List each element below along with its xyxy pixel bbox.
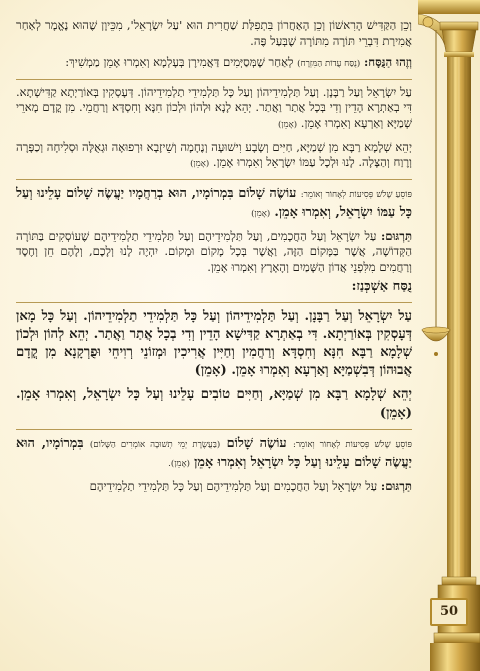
page-number: 50	[430, 598, 468, 626]
nusach-ashkenaz-heading: נֻסַּח אַשְׁכְּנַז:	[351, 278, 412, 294]
ashkenaz-oseh-lead: פּוֹסֵעַ שָׁלֹשׁ פְּסִיעוֹת לְאָחוֹר וְאוֹמֵר:	[292, 439, 412, 450]
translation	[16, 229, 412, 276]
ashkenaz-oseh-text2: בִּמְרוֹמָיו, הוּא יַעֲשֶׂה שָׁלוֹם עָלֵינוּ וְעַל כָּל יִשְׂרָאֵל וְאִמְרוּ אָמֵן	[16, 435, 412, 470]
ashkenaz-al-israel: עַל יִשְׂרָאֵל וְעַל רַבָּנָן. וְעַל תַּלְמִידֵיהוֹן וְעַל כָּל תַּלְמִידֵי תַלְמִידֵיהוֹן. וְעַל כָּל מָאן דְּעָסְקִין בְּאוֹרַיְתָא. דִּי בְאַתְרָא קַדִּישָׁא הָדֵין וְדִי בְכָל אֲתַר וַאֲתַר. יְהֵא לְהוֹן וּלְכוֹן שְׁלָמָא רַבָּא חִנָּא וְחִסְדָּא וְרַחֲמִין וְחַיִּין אֲרִיכִין וּמְזוֹנֵי רְוִיחֵי וּפֻרְקָנָא מִן קֳדָם אֲבוּהוֹן דְּבִשְׁמַיָּא וְאַרְעָא וְאִמְרוּ אָמֵן. (אָמֵן)	[16, 308, 412, 379]
yehe-shlama	[16, 140, 412, 173]
amen-response: (אָמֵן)	[251, 208, 271, 219]
nusach-intro-lead: וְזֶהוּ הַנֻּסָּח:	[363, 55, 412, 70]
nusach-intro-note: (נֻסַּח עֲדוֹת הַמִּזְרָח)	[297, 59, 361, 70]
kaddish-al-israel-text: עַל יִשְׂרָאֵל וְעַל רַבָּנָן. וְעַל תַּלְמִידֵיהוֹן וְעַל כָּל תַּלְמִידֵי תַלְמִידֵיהוֹן. דְּעָסְקִין בְּאוֹרַיְתָא קַדִּישְׁתָא. דִּי בְאַתְרָא הָדֵין וְדִי בְּכָל אֲתַר וַאֲתַר. יְהֵא לָנָא וּלְהוֹן וּלְכוֹן חִנָּא וְחִסְדָּא וְרַחֲמֵי. מִן קֳדָם מָארֵי שְׁמַיָּא וְאַרְעָא וְאִמְרוּ אָמֵן.	[16, 84, 412, 130]
ashkenaz-yehe-shlama: יְהֵא שְׁלָמָא רַבָּא מִן שְׁמַיָּא, וְחַיִּים טוֹבִים עָלֵינוּ וְעַל כָּל יִשְׂרָאֵל, וְאִמְרוּ אָמֵן. (אָמֵן)	[16, 387, 412, 421]
ashkenaz-translation	[16, 479, 412, 495]
ashkenaz-oseh-shalom	[16, 435, 412, 473]
nusach-intro	[16, 55, 412, 73]
oseh-shalom-lead: פּוֹסֵעַ שָׁלֹשׁ פְּסִיעוֹת לְאָחוֹר וְאוֹמֵר:	[300, 189, 412, 200]
decorative-pillar	[418, 0, 480, 671]
divider	[16, 302, 412, 303]
divider	[16, 79, 412, 80]
yehe-shlama-text: יְהֵא שְׁלָמָא רַבָּא מִן שְׁמַיָּא, חַיִּים וְשָׂבָע וִישׁוּעָה וְנֶחָמָה וְשֵׁיזָבָא וּרְפוּאָה וּגְאֻלָּה וּסְלִיחָה וְכַפָּרָה וְרֶוַח וְהַצָּלָה. לָנוּ וּלְכָל עַמּוֹ יִשְׂרָאֵל וְאִמְרוּ אָמֵן.	[16, 139, 412, 170]
prayer-text	[16, 18, 412, 664]
pillar-graphic	[418, 0, 480, 671]
nusach-intro-text: לְאַחַר שֶׁמְּסַיְּמִים דַּאֲמִירָן בְּעָלְמָא וְאִמְרוּ אָמֵן מַמְשִׁיךְ:	[65, 55, 294, 70]
oseh-shalom-text: עוֹשֶׂה שָׁלוֹם בִּמְרוֹמָיו, הוּא בְרַחֲמָיו יַעֲשֶׂה שָׁלוֹם עָלֵינוּ וְעַל כָּל עַמּוֹ יִשְׂרָאֵל, וְאִמְרוּ אָמֵן.	[16, 185, 412, 220]
intro-paragraph: וְכֵן הַקַּדִּישׁ הָרִאשׁוֹן וְכֵן הָאַחֲרוֹן בִּתְפִלַּת שַׁחֲרִית הוּא 'עַל יִשְׂרָאֵל', מִכֵּיוָן שֶׁהוּא נֶאֱמָר לְאַחַר אֲמִירַת דִּבְרֵי תּוֹרָה מִתּוֹרָה שֶׁבְּעַל פֶּה.	[16, 18, 412, 48]
ashkenaz-oseh-text: עוֹשֶׂה שָׁלוֹם	[226, 435, 287, 451]
ashkenaz-translation-text: עַל יִשְׂרָאֵל וְעַל הַחֲכָמִים וְעַל תַּלְמִידֵיהֶם וְעַל כָּל תַּלְמִידֵי תַלְמִידֵיהֶם	[89, 478, 378, 493]
translation-lead: תַּרְגּוּם:	[380, 228, 412, 243]
ashkenaz-oseh-note: (בַּעֲשֶׂרֶת יְמֵי תְשׁוּבָה אוֹמְרִים הַשָּׁלוֹם)	[89, 439, 221, 450]
kaddish-al-israel	[16, 85, 412, 134]
amen-response: (אָמֵן).	[168, 458, 191, 469]
amen-response: (אָמֵן)	[277, 119, 298, 130]
divider	[16, 179, 412, 180]
divider	[16, 429, 412, 430]
ashkenaz-translation-lead: תַּרְגּוּם:	[380, 478, 412, 493]
amen-response: (אָמֵן)	[190, 159, 210, 170]
translation-text: עַל יִשְׂרָאֵל וְעַל הַחֲכָמִים, וְעַל תַּלְמִידֵיהֶם וְעַל תַּלְמִידֵי תַלְמִידֵיהֶם שֶׁעוֹסְקִים בַּתּוֹרָה הַקְּדוֹשָׁה, אֲשֶׁר בַּמָּקוֹם הַזֶּה, וַאֲשֶׁר בְּכָל מָקוֹם וּמָקוֹם. יִהְיֶה לָנוּ וְלָכֶם, וְלָהֶם חֵן וְחֶסֶד וְרַחֲמִים מִלִּפְנֵי אֲדוֹן הַשָּׁמַיִם וְהָאָרֶץ וְאִמְרוּ אָמֵן.	[16, 228, 412, 274]
oseh-shalom	[16, 185, 412, 223]
